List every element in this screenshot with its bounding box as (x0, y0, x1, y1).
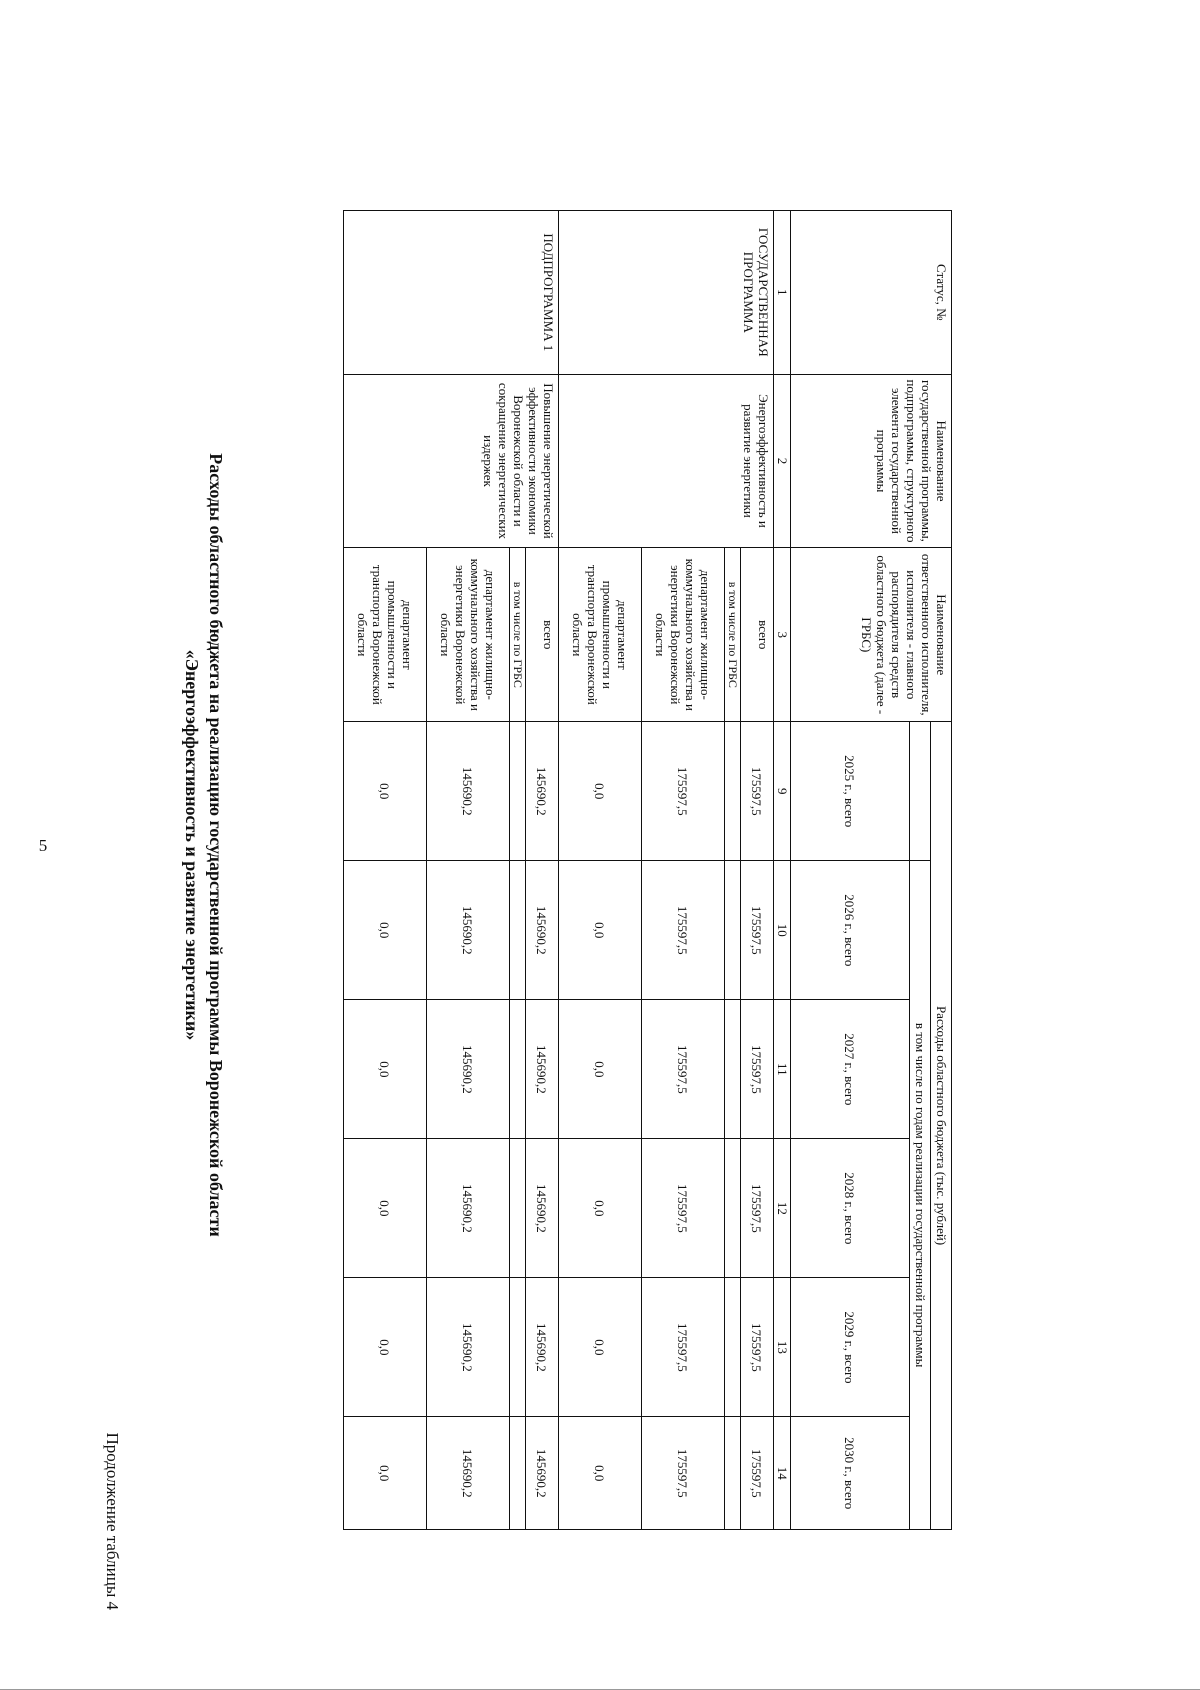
value-cell: 175597,5 (642, 722, 725, 861)
value-cell: 145690,2 (427, 1278, 510, 1417)
value-cell: 175597,5 (642, 1139, 725, 1278)
column-number: 3 (774, 548, 791, 722)
scan-edge (0, 1683, 1200, 1690)
row-dept-name: департамент промышленности и транспорта Воронежской области (344, 548, 427, 722)
value-cell: 0,0 (344, 1417, 427, 1530)
column-number: 13 (774, 1278, 791, 1417)
column-number: 10 (774, 861, 791, 1000)
value-cell: 175597,5 (741, 861, 774, 1000)
page-number: 5 (38, 836, 48, 855)
value-cell: 175597,5 (741, 1139, 774, 1278)
value-cell: 145690,2 (427, 722, 510, 861)
value-cell: 145690,2 (427, 861, 510, 1000)
value-cell: 0,0 (559, 1139, 642, 1278)
value-cell: 145690,2 (526, 1139, 559, 1278)
table-title: Расходы областного бюджета на реализацию государственной программы Воронежской области (206, 453, 226, 1237)
column-number: 11 (774, 1000, 791, 1139)
value-cell: 145690,2 (526, 861, 559, 1000)
value-cell: 175597,5 (642, 1000, 725, 1139)
table-row (526, 211, 559, 1530)
row-incl-label: в том числе по ГРБС (725, 548, 741, 722)
value-cell: 0,0 (559, 722, 642, 861)
header-year: 2025 г., всего (791, 722, 910, 861)
value-cell: 145690,2 (526, 1278, 559, 1417)
value-cell: 145690,2 (526, 1417, 559, 1530)
column-number: 14 (774, 1417, 791, 1530)
header-program-name: Наименование государственной программы, подпрограммы, структурного элемента государственной программы (791, 374, 952, 548)
value-cell: 0,0 (344, 1139, 427, 1278)
value-cell: 0,0 (344, 1278, 427, 1417)
value-cell: 0,0 (344, 861, 427, 1000)
value-cell: 0,0 (559, 861, 642, 1000)
header-year: 2029 г., всего (791, 1278, 910, 1417)
value-cell: 0,0 (559, 1278, 642, 1417)
row-dept-name: департамент промышленности и транспорта Воронежской области (559, 548, 642, 722)
row-total-label: всего (526, 548, 559, 722)
value-cell: 175597,5 (741, 722, 774, 861)
table-subtitle: «Энергоэффективность и развитие энергетики» (182, 649, 202, 1041)
continuation-note: Продолжение таблицы 4 (103, 1432, 122, 1610)
value-cell: 175597,5 (741, 1000, 774, 1139)
value-cell: 0,0 (559, 1417, 642, 1530)
value-cell: 175597,5 (642, 861, 725, 1000)
header-by-years: в том числе по годам реализации государственной программы (910, 861, 931, 1530)
value-cell: 145690,2 (526, 722, 559, 861)
column-number: 12 (774, 1139, 791, 1278)
header-year: 2027 г., всего (791, 1000, 910, 1139)
header-year: 2030 г., всего (791, 1417, 910, 1530)
header-year: 2028 г., всего (791, 1139, 910, 1278)
header-status: Статус, № (791, 211, 952, 375)
row-incl-label: в том числе по ГРБС (510, 548, 526, 722)
value-cell: 175597,5 (642, 1278, 725, 1417)
expenses-table (343, 210, 952, 1530)
row-dept-name: департамент жилищно-коммунального хозяйства и энергетики Воронежской области (642, 548, 725, 722)
column-number: 2 (774, 374, 791, 548)
value-cell: 145690,2 (427, 1417, 510, 1530)
header-grbs: Наименование ответственного исполнителя, исполнителя - главного распорядителя средств областного бюджета (далее - ГРБС) (791, 548, 952, 722)
value-cell: 175597,5 (741, 1278, 774, 1417)
row-status: ГОСУДАРСТВЕННАЯ ПРОГРАММА (559, 211, 774, 375)
value-cell: 0,0 (344, 1000, 427, 1139)
value-cell: 0,0 (559, 1000, 642, 1139)
column-number: 9 (774, 722, 791, 861)
row-total-label: всего (741, 548, 774, 722)
row-status: ПОДПРОГРАММА 1 (344, 211, 559, 375)
value-cell: 145690,2 (526, 1000, 559, 1139)
column-number: 1 (774, 211, 791, 375)
header-expenses-group: Расходы областного бюджета (тыс. рублей) (931, 722, 952, 1530)
header-year: 2026 г., всего (791, 861, 910, 1000)
table-row (741, 211, 774, 1530)
value-cell: 145690,2 (427, 1139, 510, 1278)
value-cell: 175597,5 (642, 1417, 725, 1530)
value-cell: 0,0 (344, 722, 427, 861)
value-cell: 175597,5 (741, 1417, 774, 1530)
value-cell: 145690,2 (427, 1000, 510, 1139)
row-dept-name: департамент жилищно-коммунального хозяйства и энергетики Воронежской области (427, 548, 510, 722)
row-program-name: Энергоэффективность и развитие энергетики (559, 374, 774, 548)
row-program-name: Повышение энергетической эффективности экономики Воронежской области и сокращение энергетических издержек (344, 374, 559, 548)
